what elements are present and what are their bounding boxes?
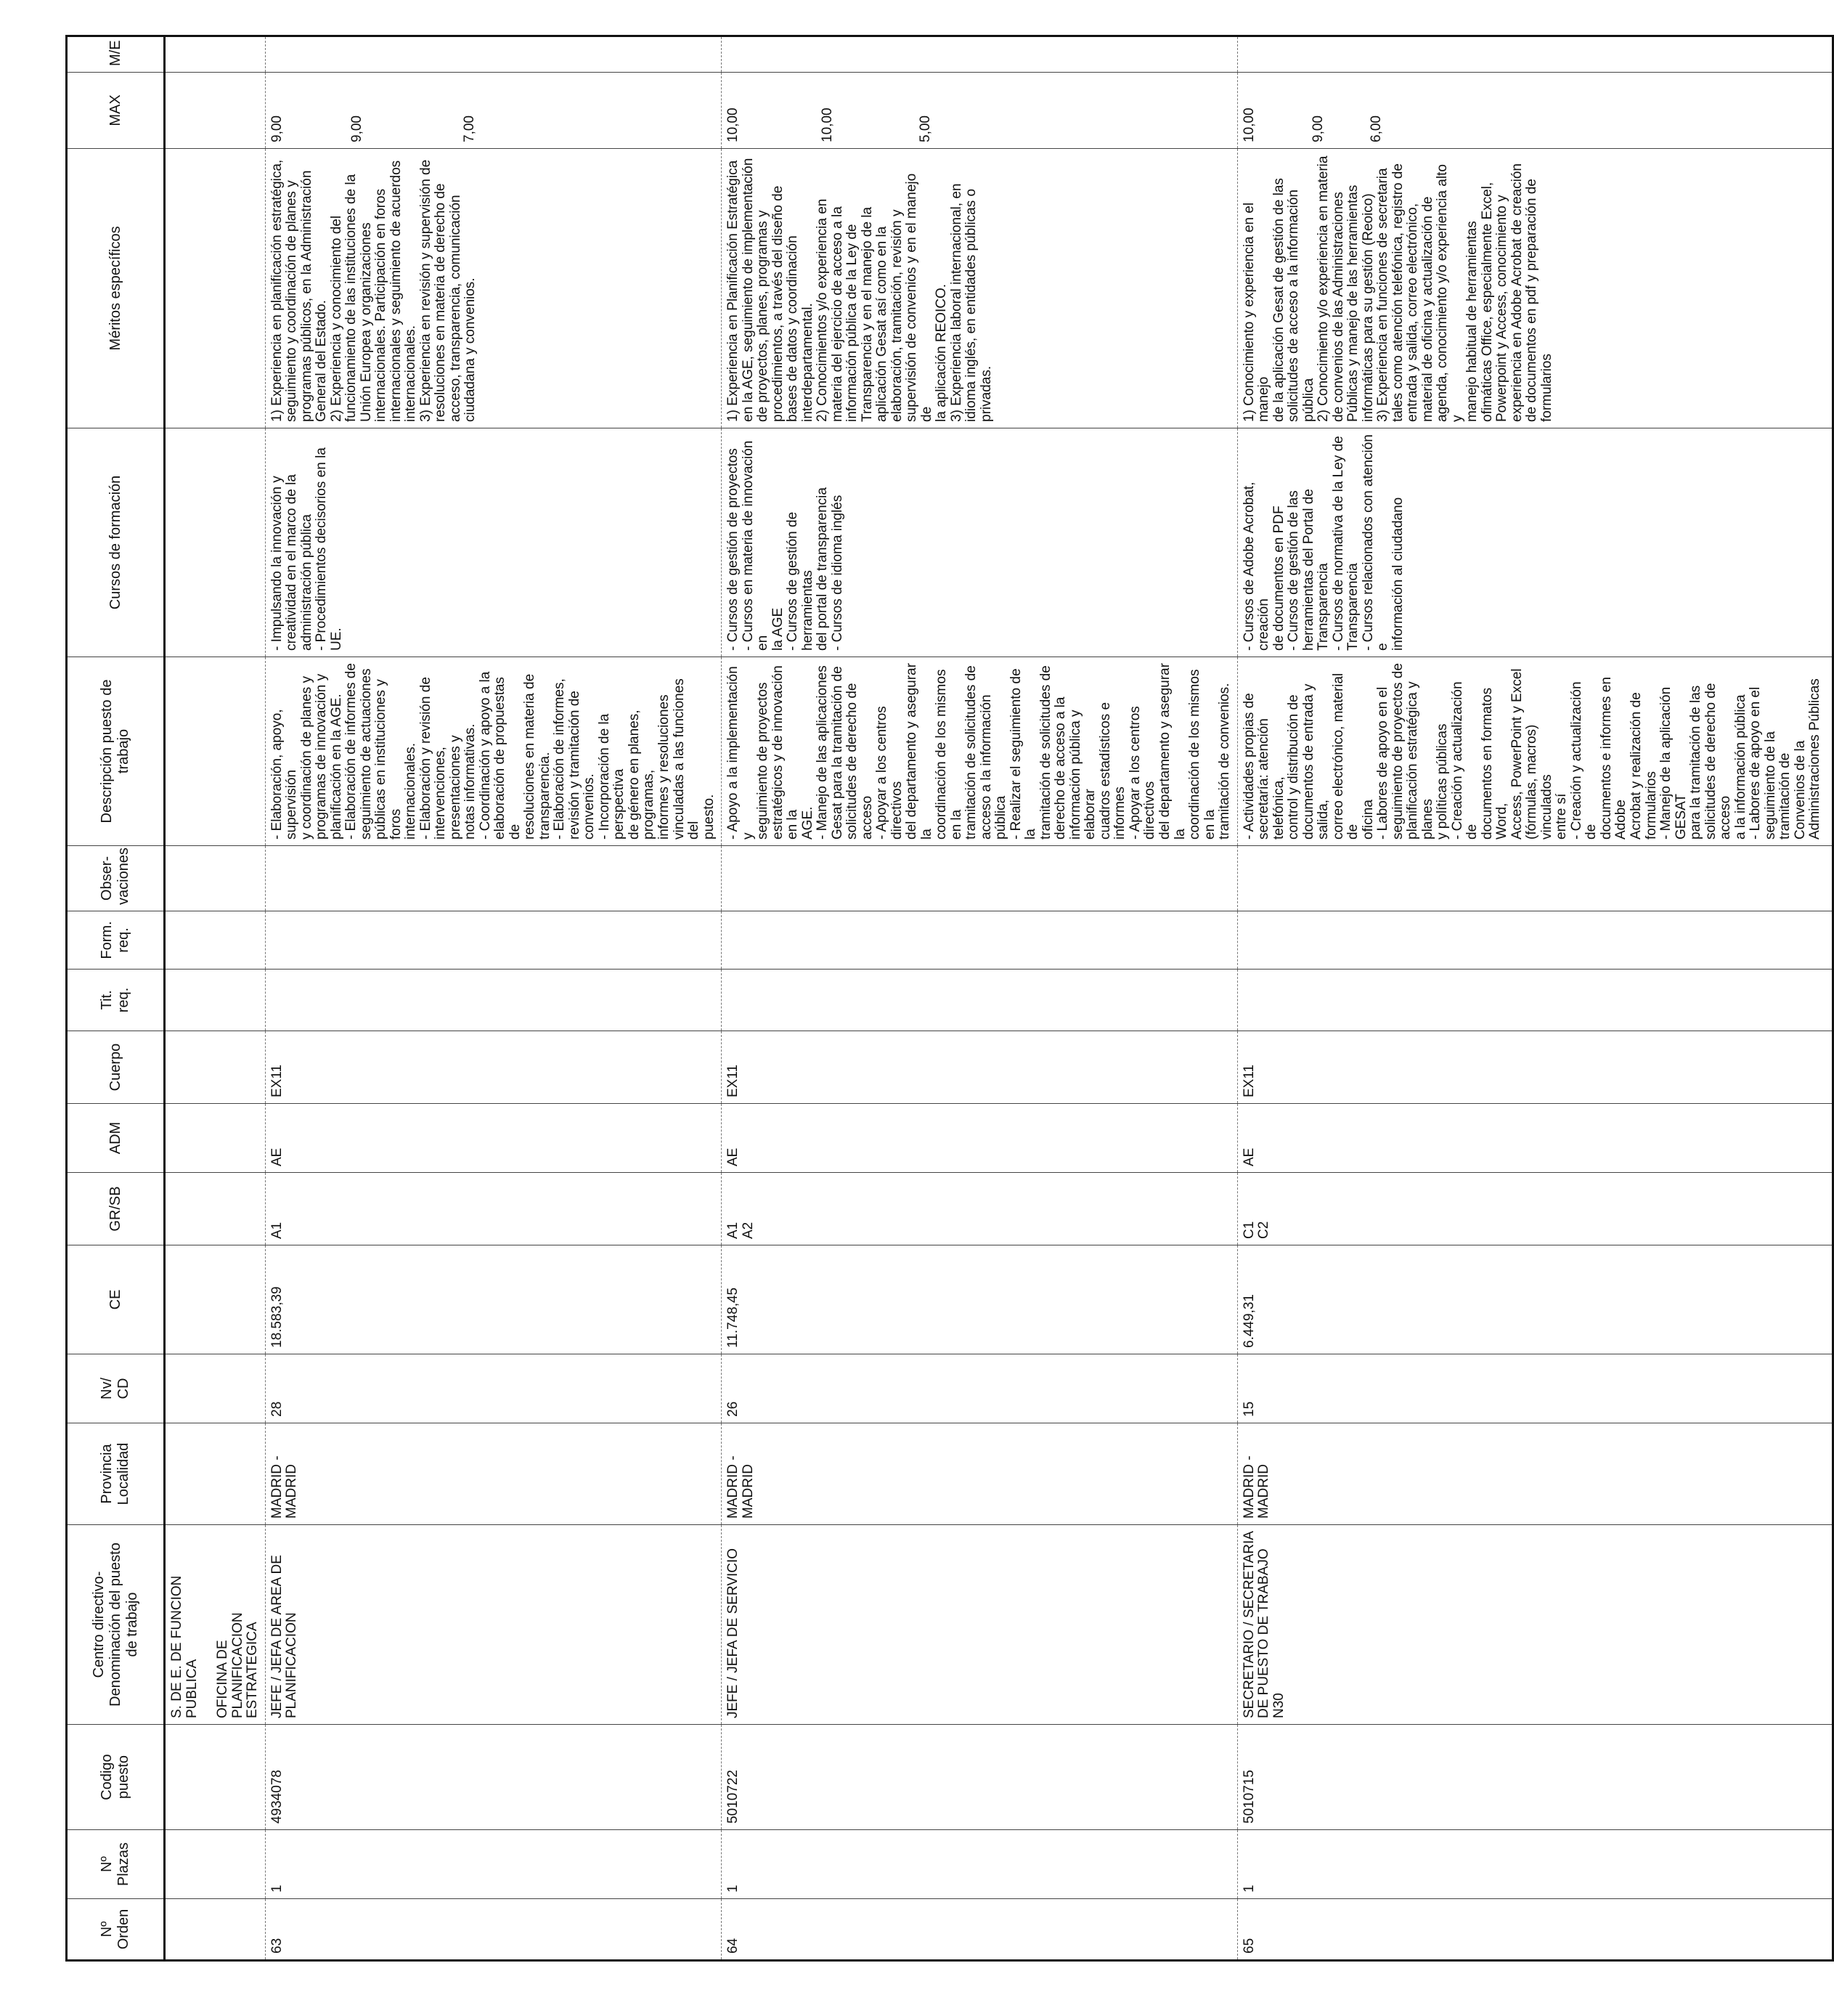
descripcion-cell: - Elaboración, apoyo, supervisión y coordinación de planes y programas de innovación y planificación en la AGE. - Elaboración de informes de seguimiento de actuaciones públicas en instituciones y foros internacionales. - Elaboración y revisión de intervenciones, presentaciones y notas informativas. - Coordinación y apoyo a la elaboración de propuestas de resoluciones en materia de transparencia. - Elaboración de informes, revisión y tramitación de convenios. - Incorporación de la perspectiva de género en planes, programas, informes y resoluciones vinculadas a las funciones del puesto.	[265, 657, 721, 846]
titulacion-cell	[1237, 970, 1833, 1031]
cuerpo-cell: EX11	[1237, 1031, 1833, 1104]
table-row	[722, 36, 1238, 1961]
job-positions-table	[65, 35, 1834, 1962]
col-header-plazas: Nº Plazas	[67, 1830, 165, 1899]
descripcion-cell: - Apoyo a la implementación y seguimiento de proyectos estratégicos y de innovación en la AGE. - Manejo de las aplicaciones Gesat para la tramitación de solicitudes de derecho de acceso - Apoyar a los centros directivos del departamento y asegurar la coordinación de los mismos en la tramitación de solicitudes de acceso a la información pública - Realizar el seguimiento de la tramitación de solicitudes de derecho de acceso a la información pública y elaborar cuadros estadísticos e informes - Apoyar a los centros directivos del departamento y asegurar la coordinación de los mismos en la tramitación de convenios.	[722, 657, 1238, 846]
codigo-cell: 5010715	[1237, 1725, 1833, 1830]
col-header-observaciones: Obser- vaciones	[67, 846, 165, 911]
cursos-cell: - Cursos de Adobe Acrobat, creación de documentos en PDF - Cursos de gestión de las herramientas del Portal de Transparencia - Cursos de normativa de la Ley de Transparencia - Cursos relacionados con atención e información al ciudadano	[1237, 428, 1833, 657]
puesto-cell: JEFE / JEFA DE AREA DE PLANIFICACION	[265, 1525, 721, 1725]
codigo-cell: 5010722	[722, 1725, 1238, 1830]
observaciones-cell	[722, 846, 1238, 911]
col-header-descripcion: Descripción puesto de trabajo	[67, 657, 165, 846]
max-cell	[722, 73, 1238, 149]
nivel-cell: 28	[265, 1354, 721, 1423]
ce-cell: 18.583,39	[265, 1245, 721, 1354]
adm-cell: AE	[265, 1104, 721, 1173]
adm-cell: AE	[1237, 1104, 1833, 1173]
col-header-nivel: Nv/ CD	[67, 1354, 165, 1423]
nivel-cell: 26	[722, 1354, 1238, 1423]
max-cell	[1237, 73, 1833, 149]
observaciones-cell	[1237, 846, 1833, 911]
orden-cell: 64	[722, 1899, 1238, 1961]
cursos-cell: - Cursos de gestión de proyectos - Cursos en materia de innovación en la AGE - Cursos de gestión de herramientas del portal de transparencia - Cursos de idioma inglés	[722, 428, 1238, 657]
header-row	[67, 36, 165, 1961]
cuerpo-cell: EX11	[265, 1031, 721, 1104]
col-header-titulacion: Tit. req.	[67, 970, 165, 1031]
ce-cell: 6.449,31	[1237, 1245, 1833, 1354]
me-cell	[265, 36, 721, 73]
cursos-cell: - Impulsando la innovación y creatividad en el marco de la administración pública - Procedimientos decisorios en la UE.	[265, 428, 721, 657]
formacion-cell	[722, 911, 1238, 970]
col-header-me: M/E	[67, 36, 165, 73]
formacion-cell	[265, 911, 721, 970]
col-header-orden: Nº Orden	[67, 1899, 165, 1961]
ce-cell: 11.748,45	[722, 1245, 1238, 1354]
me-cell	[722, 36, 1238, 73]
cuerpo-cell: EX11	[722, 1031, 1238, 1104]
plazas-cell: 1	[1237, 1830, 1833, 1899]
max-value: 9,00	[349, 115, 364, 142]
organismo-row	[165, 36, 266, 1961]
max-value: 9,00	[269, 115, 285, 142]
table-row	[1237, 36, 1833, 1961]
grupo-cell: A1 A2	[722, 1173, 1238, 1245]
meritos-cell: 1) Conocimiento y experiencia en el manejo de la aplicación Gesat de gestión de las solicitudes de acceso a la información pública 2) Conocimiento y/o experiencia en materia de convenios de las Administraciones Públicas y manejo de las herramientas informáticas para su gestión (Reoico) 3) Experiencia en funciones de secretaria tales como atención telefónica, registro de entrada y salida, correo electrónico, material de oficina y actualización de agenda, conocimiento y/o experiencia alto y manejo habitual de herramientas ofimáticas Office, especialmente Excel, Powerpoint y Access, conocimiento y experiencia en Adobe Acrobat de creación de documentos en pdf y preparación de formularios	[1237, 149, 1833, 428]
nivel-cell: 15	[1237, 1354, 1833, 1423]
orden-cell: 63	[265, 1899, 721, 1961]
meritos-cell: 1) Experiencia en Planificación Estratégica en la AGE, seguimiento de implementación de proyectos, planes, programas y procedimientos, a través del diseño de bases de datos y coordinación interdepartamental. 2) Conocimientos y/o experiencia en materia del ejercicio de acceso a la información pública de la Ley de Transparencia y en el manejo de la aplicación Gesat así como en la elaboración, tramitación, revisión y supervisión de convenios y en el manejo de la aplicación REOICO. 3) Experiencia laboral internacional, en idioma inglés, en entidades públicas o privadas.	[722, 149, 1238, 428]
provincia-cell: MADRID - MADRID	[1237, 1423, 1833, 1525]
col-header-cuerpo: Cuerpo	[67, 1031, 165, 1104]
formacion-cell	[1237, 911, 1833, 970]
puesto-cell: SECRETARIO / SECRETARIA DE PUESTO DE TRABAJO N30	[1237, 1525, 1833, 1725]
max-value: 7,00	[461, 115, 477, 142]
provincia-cell: MADRID - MADRID	[265, 1423, 721, 1525]
max-value: 6,00	[1368, 115, 1384, 142]
organismo-line1: S. DE E. DE FUNCION PUBLICA	[169, 1575, 200, 1718]
puesto-cell: JEFE / JEFA DE SERVICIO	[722, 1525, 1238, 1725]
observaciones-cell	[265, 846, 721, 911]
col-header-max: MAX	[67, 73, 165, 149]
me-cell	[1237, 36, 1833, 73]
orden-cell: 65	[1237, 1899, 1833, 1961]
plazas-cell: 1	[722, 1830, 1238, 1899]
col-header-cursos: Cursos de formación	[67, 428, 165, 657]
max-cell	[265, 73, 721, 149]
plazas-cell: 1	[265, 1830, 721, 1899]
col-header-provincia: Provincia Localidad	[67, 1423, 165, 1525]
descripcion-cell: - Actividades propias de secretaría: atención telefónica, control y distribución de documentos de entrada y salida, correo electrónico, material de oficina - Labores de apoyo en el seguimiento de proyectos de planificación estratégica y planes y políticas públicas - Creación y actualización de documentos en formatos Word, Access, PowerPoint y Excel (fórmulas, macros) vinculados entre sí - Creación y actualización de documentos e informes en Adobe Acrobat y realización de formularios - Manejo de la aplicación GESAT para la tramitación de las solicitudes de derecho de acceso a la información pública - Labores de apoyo en el seguimiento de la tramitación de Convenios de la Administraciones Públicas	[1237, 657, 1833, 846]
col-header-grupo: GR/SB	[67, 1173, 165, 1245]
table-row	[265, 36, 721, 1961]
titulacion-cell	[265, 970, 721, 1031]
col-header-centro: Centro directivo- Denominación del puesto de trabajo	[67, 1525, 165, 1725]
adm-cell: AE	[722, 1104, 1238, 1173]
col-header-meritos: Méritos específicos	[67, 149, 165, 428]
meritos-cell: 1) Experiencia en planificación estratégica, seguimiento y coordinación de planes y programas públicos, en la Administración General del Estado. 2) Experiencia y conocimiento del funcionamiento de las instituciones de la Unión Europea y organizaciones internacionales. Participación en foros internacionales y seguimiento de acuerdos internacionales. 3) Experiencia en revisión y supervisión de resoluciones en materia de derecho de acceso, transparencia, comunicación ciudadana y convenios.	[265, 149, 721, 428]
max-value: 10,00	[1241, 107, 1257, 142]
grupo-cell: A1	[265, 1173, 721, 1245]
max-value: 5,00	[918, 115, 934, 142]
grupo-cell: C1 C2	[1237, 1173, 1833, 1245]
max-value: 10,00	[820, 107, 836, 142]
organismo-cell	[165, 1525, 266, 1725]
col-header-adm: ADM	[67, 1104, 165, 1173]
max-value: 9,00	[1310, 115, 1326, 142]
col-header-formacion: Form. req.	[67, 911, 165, 970]
organismo-line2: OFICINA DE PLANIFICACION ESTRATEGICA	[215, 1612, 261, 1718]
col-header-ce: CE	[67, 1245, 165, 1354]
max-value: 10,00	[725, 107, 741, 142]
provincia-cell: MADRID - MADRID	[722, 1423, 1238, 1525]
col-header-codigo: Codigo puesto	[67, 1725, 165, 1830]
titulacion-cell	[722, 970, 1238, 1031]
codigo-cell: 4934078	[265, 1725, 721, 1830]
